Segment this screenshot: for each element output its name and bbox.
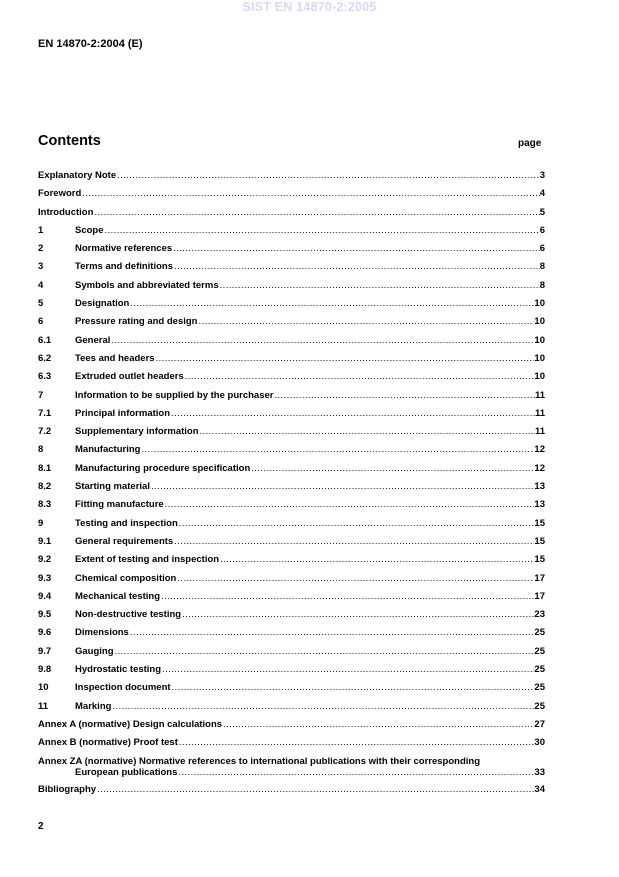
toc-entry-title: Fitting manufacture bbox=[75, 499, 164, 511]
leader-dots bbox=[198, 316, 534, 327]
toc-entry-page: 11 bbox=[534, 407, 545, 419]
toc-entry-page: 25 bbox=[534, 664, 545, 676]
toc-entry[interactable] bbox=[38, 408, 545, 426]
toc-entry-title-continued: European publications bbox=[75, 766, 178, 778]
toc-entry[interactable] bbox=[38, 188, 545, 206]
toc-entry-title: Chemical composition bbox=[75, 572, 177, 584]
toc-entry-title: Starting material bbox=[75, 481, 150, 493]
toc-entry-title: Marking bbox=[75, 700, 112, 712]
toc-entry[interactable] bbox=[38, 261, 545, 279]
toc-entry-page: 30 bbox=[534, 737, 545, 749]
toc-entry-page: 33 bbox=[534, 766, 545, 778]
toc-entry-number: 9.5 bbox=[38, 609, 52, 621]
toc-entry-page: 3 bbox=[539, 170, 545, 181]
toc-entry-number: 8 bbox=[38, 444, 44, 456]
toc-entry[interactable] bbox=[38, 682, 545, 700]
toc-entry-page: 23 bbox=[534, 609, 545, 621]
toc-entry-number: 9.3 bbox=[38, 572, 52, 584]
toc-entry-number: 2 bbox=[38, 243, 44, 255]
toc-entry-title: Gauging bbox=[75, 645, 114, 657]
toc-entry[interactable] bbox=[38, 463, 545, 481]
leader-dots bbox=[97, 784, 534, 795]
leader-dots bbox=[105, 225, 540, 236]
toc-entry-page: 17 bbox=[534, 572, 545, 584]
toc-entry-page: 5 bbox=[539, 206, 545, 218]
watermark: SIST EN 14870-2:2005 bbox=[242, 0, 377, 14]
toc-entry-page: 15 bbox=[534, 554, 545, 566]
toc-entry-page: 6 bbox=[539, 243, 545, 255]
toc-entry[interactable] bbox=[38, 207, 545, 225]
toc-entry-number: 5 bbox=[38, 298, 44, 310]
toc-entry[interactable] bbox=[38, 536, 545, 554]
toc-entry[interactable] bbox=[38, 444, 545, 462]
toc-entry-title: Dimensions bbox=[75, 627, 129, 639]
toc-entry[interactable] bbox=[38, 646, 545, 664]
toc-entry-number: 9 bbox=[38, 517, 44, 529]
leader-dots bbox=[179, 518, 535, 529]
toc-entry-title: Pressure rating and design bbox=[75, 316, 198, 328]
leader-dots bbox=[156, 353, 535, 364]
toc-entry[interactable] bbox=[38, 518, 545, 536]
toc-entry-title: Manufacturing bbox=[75, 444, 141, 456]
leader-dots bbox=[94, 207, 539, 218]
toc-entry[interactable] bbox=[38, 316, 545, 334]
toc-entry-title: Principal information bbox=[75, 407, 171, 419]
leader-dots bbox=[251, 463, 534, 474]
toc-entry-title: General requirements bbox=[75, 535, 174, 547]
toc-entry-page: 8 bbox=[539, 261, 545, 273]
toc-entry-title: Explanatory Note bbox=[38, 170, 117, 181]
leader-dots bbox=[173, 243, 540, 254]
toc-entry-number: 6.1 bbox=[38, 334, 52, 346]
toc-entry-title: Terms and definitions bbox=[75, 261, 174, 273]
toc-entry-title: Extruded outlet headers bbox=[75, 371, 184, 383]
toc-entry-page: 6 bbox=[539, 224, 545, 236]
toc-entry-page: 10 bbox=[534, 352, 545, 364]
toc-entry-page: 25 bbox=[534, 645, 545, 657]
toc-entry-title: General bbox=[75, 334, 111, 346]
leader-dots bbox=[220, 280, 540, 291]
leader-dots bbox=[182, 609, 534, 620]
toc-entry-number: 9.2 bbox=[38, 554, 52, 566]
toc-entry-title: Supplementary information bbox=[75, 426, 199, 438]
toc-entry[interactable] bbox=[38, 664, 545, 682]
document-id: EN 14870-2:2004 (E) bbox=[38, 38, 143, 50]
toc-entry-number: 1 bbox=[38, 224, 44, 236]
toc-entry[interactable] bbox=[38, 170, 545, 188]
toc-entry[interactable] bbox=[38, 280, 545, 298]
leader-dots bbox=[112, 701, 534, 712]
toc-entry-page: 10 bbox=[534, 371, 545, 383]
toc-entry-title: Annex A (normative) Design calculations bbox=[38, 718, 223, 730]
page-number: 2 bbox=[38, 821, 44, 832]
leader-dots bbox=[185, 371, 535, 382]
toc-entry[interactable] bbox=[38, 609, 545, 627]
leader-dots bbox=[130, 298, 534, 309]
toc-entry[interactable] bbox=[38, 719, 545, 737]
toc-entry-page: 8 bbox=[539, 279, 545, 291]
toc-entry-number: 9.7 bbox=[38, 645, 52, 657]
leader-dots bbox=[117, 170, 540, 181]
toc-entry-number: 7.1 bbox=[38, 407, 52, 419]
toc-entry-title: Extent of testing and inspection bbox=[75, 554, 220, 566]
toc-entry[interactable] bbox=[38, 573, 545, 591]
toc-entry[interactable] bbox=[38, 335, 545, 353]
toc-entry-page: 10 bbox=[534, 316, 545, 328]
leader-dots bbox=[115, 646, 535, 657]
toc-entry[interactable] bbox=[38, 481, 545, 499]
toc-entry-title: Annex B (normative) Proof test bbox=[38, 737, 178, 749]
toc-entry-title: Non-destructive testing bbox=[75, 609, 182, 621]
toc-entry-title: Scope bbox=[75, 224, 104, 236]
contents-title: Contents bbox=[38, 133, 101, 149]
leader-dots bbox=[200, 426, 535, 437]
toc-entry-title: Foreword bbox=[38, 188, 82, 200]
toc-entry[interactable] bbox=[38, 756, 545, 784]
toc-entry-page: 13 bbox=[534, 481, 545, 493]
leader-dots bbox=[151, 481, 534, 492]
toc-entry-page: 10 bbox=[534, 334, 545, 346]
toc-entry-title: Inspection document bbox=[75, 682, 171, 694]
leader-dots bbox=[274, 390, 534, 401]
toc-entry[interactable] bbox=[38, 353, 545, 371]
toc-entry-title: Manufacturing procedure specification bbox=[75, 462, 251, 474]
toc-entry-page: 12 bbox=[534, 462, 545, 474]
leader-dots bbox=[165, 499, 535, 510]
toc-entry-page: 4 bbox=[539, 188, 545, 200]
toc-entry-title: Normative references bbox=[75, 243, 173, 255]
toc-entry[interactable] bbox=[38, 627, 545, 645]
page-column-header: page bbox=[518, 138, 542, 149]
toc-entry-number: 3 bbox=[38, 261, 44, 273]
leader-dots bbox=[141, 444, 534, 455]
toc-entry-title: Mechanical testing bbox=[75, 590, 160, 602]
toc-entry-title: Annex ZA (normative) Normative references to international publications with their corresponding bbox=[38, 755, 480, 767]
toc-entry-page: 25 bbox=[534, 627, 545, 639]
toc-entry-number: 8.3 bbox=[38, 499, 52, 511]
toc-entry-number: 11 bbox=[38, 700, 49, 712]
toc-entry-number: 9.8 bbox=[38, 664, 52, 676]
toc-entry-page: 17 bbox=[534, 590, 545, 602]
leader-dots bbox=[161, 591, 534, 602]
leader-dots bbox=[111, 335, 534, 346]
toc-entry-title: Hydrostatic testing bbox=[75, 664, 162, 676]
toc-entry-title: Designation bbox=[75, 298, 130, 310]
toc-entry-title: Information to be supplied by the purchaser bbox=[75, 389, 274, 401]
leader-dots bbox=[172, 682, 535, 693]
toc-entry[interactable] bbox=[38, 701, 545, 719]
leader-dots bbox=[178, 767, 534, 778]
toc-entry-number: 9.1 bbox=[38, 535, 52, 547]
toc-entry-page: 13 bbox=[534, 499, 545, 511]
toc-entry[interactable] bbox=[38, 426, 545, 444]
toc-entry-number: 7 bbox=[38, 389, 44, 401]
toc-entry-page: 11 bbox=[534, 389, 545, 401]
toc-entry-title: Tees and headers bbox=[75, 352, 155, 364]
toc-entry-page: 11 bbox=[534, 426, 545, 438]
toc-entry-title: Introduction bbox=[38, 206, 94, 218]
toc-entry[interactable] bbox=[38, 591, 545, 609]
leader-dots bbox=[162, 664, 534, 675]
toc-entry-title: Testing and inspection bbox=[75, 517, 178, 529]
toc-entry-title: Bibliography bbox=[38, 783, 97, 795]
toc-entry-page: 27 bbox=[534, 718, 545, 730]
toc-entry[interactable] bbox=[38, 225, 545, 243]
table-of-contents bbox=[38, 170, 545, 802]
toc-entry-number: 4 bbox=[38, 279, 44, 291]
toc-entry-page: 10 bbox=[534, 298, 545, 310]
toc-entry-number: 10 bbox=[38, 682, 49, 694]
toc-entry[interactable] bbox=[38, 371, 545, 389]
leader-dots bbox=[179, 737, 535, 748]
toc-entry-page: 34 bbox=[534, 783, 545, 795]
toc-entry[interactable] bbox=[38, 784, 545, 802]
toc-entry-number: 9.6 bbox=[38, 627, 52, 639]
leader-dots bbox=[174, 261, 540, 272]
toc-entry-page: 25 bbox=[534, 682, 545, 694]
toc-entry-number: 8.1 bbox=[38, 462, 52, 474]
toc-entry[interactable] bbox=[38, 737, 545, 755]
toc-entry[interactable] bbox=[38, 243, 545, 261]
leader-dots bbox=[171, 408, 535, 419]
toc-entry-number: 6.3 bbox=[38, 371, 52, 383]
toc-entry[interactable] bbox=[38, 298, 545, 316]
toc-entry-title: Symbols and abbreviated terms bbox=[75, 279, 219, 291]
toc-entry-page: 15 bbox=[534, 535, 545, 547]
toc-entry-number: 6 bbox=[38, 316, 44, 328]
leader-dots bbox=[174, 536, 534, 547]
leader-dots bbox=[177, 573, 534, 584]
toc-entry[interactable] bbox=[38, 554, 545, 572]
toc-entry-page: 12 bbox=[534, 444, 545, 456]
leader-dots bbox=[220, 554, 534, 565]
toc-entry-number: 7.2 bbox=[38, 426, 52, 438]
leader-dots bbox=[82, 188, 539, 199]
toc-entry-number: 9.4 bbox=[38, 590, 52, 602]
toc-entry-page: 15 bbox=[534, 517, 545, 529]
toc-entry-number: 8.2 bbox=[38, 481, 52, 493]
toc-entry[interactable] bbox=[38, 390, 545, 408]
leader-dots bbox=[130, 627, 535, 638]
toc-entry[interactable] bbox=[38, 499, 545, 517]
toc-entry-page: 25 bbox=[534, 700, 545, 712]
toc-entry-number: 6.2 bbox=[38, 352, 52, 364]
leader-dots bbox=[223, 719, 534, 730]
